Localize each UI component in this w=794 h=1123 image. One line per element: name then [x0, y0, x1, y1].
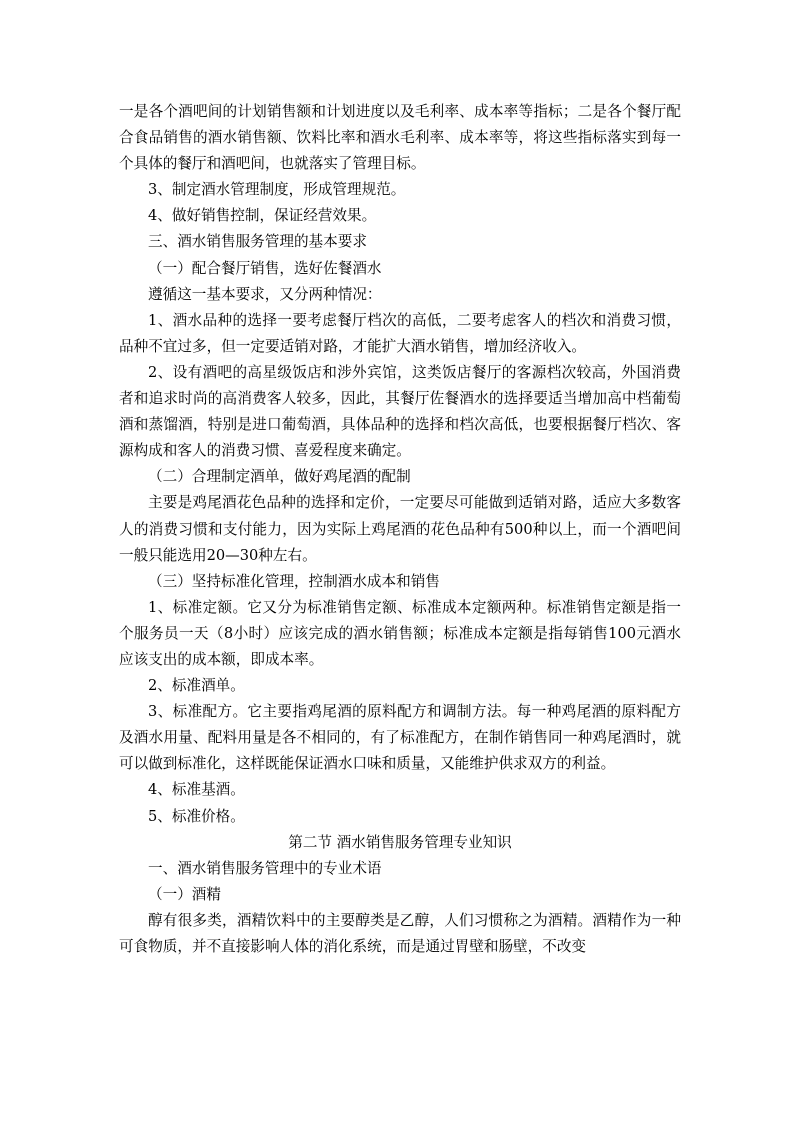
subsection-heading-3: （三）坚持标准化管理，控制酒水成本和销售 — [148, 572, 440, 590]
paragraph-20: 醇有很多类，酒精饮料中的主要醇类是乙醇，人们习惯称之为酒精。酒精作为一种可食物质，并不直接影响人体的消化系统，而是通过胃壁和肠壁，不改变 — [119, 911, 681, 955]
document-page — [119, 99, 681, 960]
paragraph-12: 1、标准定额。它又分为标准销售定额、标准成本定额两种。标准销售定额是指一个服务员一天（8小时）应该完成的酒水销售额；标准成本定额是指每销售100元酒水应该支出的成本额，即成本率。 — [119, 598, 681, 668]
subsection-heading-1: （一）配合餐厅销售，选好佐餐酒水 — [148, 259, 382, 277]
section-heading-1: 一、酒水销售服务管理中的专业术语 — [148, 859, 382, 877]
chapter-section-title: 第二节 酒水销售服务管理专业知识 — [288, 833, 512, 851]
paragraph-8: 2、设有酒吧的高星级饭店和涉外宾馆，这类饭店餐厅的客源档次较高，外国消费者和追求时尚的高消费客人较多，因此，其餐厅佐餐酒水的选择要适当增加高中档葡萄酒和蒸馏酒，特别是进口葡萄酒，具体品种的选择和档次高低，也要根据餐厅档次、客源构成和客人的消费习惯、喜爱程度来确定。 — [119, 363, 681, 460]
paragraph-13: 2、标准酒单。 — [148, 677, 245, 695]
section-heading-3: 三、酒水销售服务管理的基本要求 — [148, 233, 367, 251]
subsection-heading-alcohol: （一）酒精 — [148, 885, 221, 903]
paragraph-15: 4、标准基酒。 — [148, 781, 245, 799]
paragraph-6: 遵循这一基本要求，又分两种情况： — [148, 285, 382, 303]
paragraph-14: 3、标准配方。它主要指鸡尾酒的原料配方和调制方法。每一种鸡尾酒的原料配方及酒水用量、配料用量是各不相同的，有了标准配方，在制作销售同一种鸡尾酒时，就可以做到标准化，这样既能保证酒水口味和质量，又能维护供求双方的利益。 — [119, 703, 681, 773]
paragraph-7: 1、酒水品种的选择一要考虑餐厅档次的高低，二要考虑客人的档次和消费习惯，品种不宜过多，但一定要适销对路，才能扩大酒水销售，增加经济收入。 — [119, 311, 681, 355]
paragraph-1: 一是各个酒吧间的计划销售额和计划进度以及毛利率、成本率等指标；二是各个餐厅配合食品销售的酒水销售额、饮料比率和酒水毛利率、成本率等，将这些指标落实到每一个具体的餐厅和酒吧间，也就落实了管理目标。 — [119, 103, 681, 173]
paragraph-3: 4、做好销售控制，保证经营效果。 — [148, 207, 377, 225]
paragraph-16: 5、标准价格。 — [148, 807, 245, 825]
paragraph-2: 3、制定酒水管理制度，形成管理规范。 — [148, 181, 406, 199]
subsection-heading-2: （二）合理制定酒单，做好鸡尾酒的配制 — [148, 468, 411, 486]
paragraph-10: 主要是鸡尾酒花色品种的选择和定价，一定要尽可能做到适销对路，适应大多数客人的消费习惯和支付能力，因为实际上鸡尾酒的花色品种有500种以上，而一个酒吧间一般只能选用20—30种左右。 — [119, 494, 681, 564]
